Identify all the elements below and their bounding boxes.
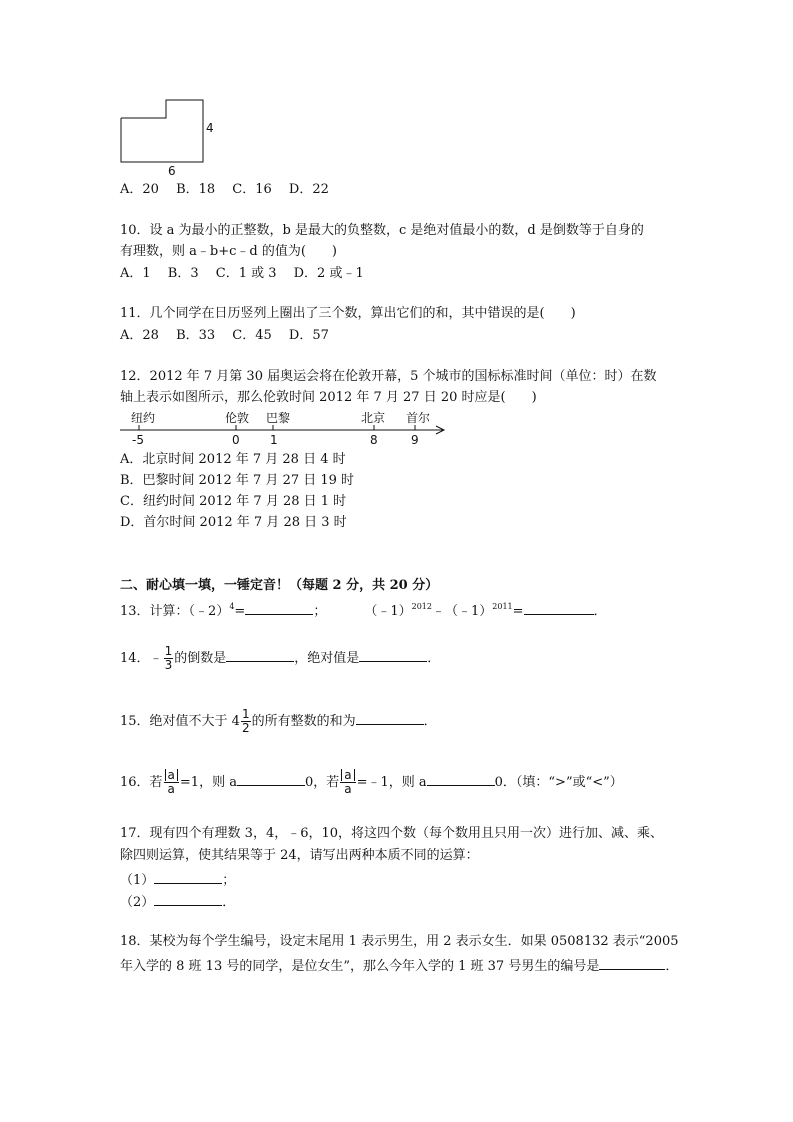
q10-options: A．1 B．3 C．1 或 3 D．2 或﹣1 <box>120 266 364 281</box>
q12-stem-line2: 轴上表示如图所示，那么伦敦时间 2012 年 7 月 27 日 20 时应是( ) <box>120 390 537 405</box>
q14-fraction <box>164 645 174 672</box>
q11-stem: 11．几个同学在日历竖列上圈出了三个数，算出它们的和，其中错误的是( ) <box>120 306 576 321</box>
city-label-seoul: 首尔 <box>406 411 431 425</box>
q13-answer-blank-1[interactable] <box>245 601 313 615</box>
q18-stem-line2 <box>120 956 678 975</box>
tick-label-newyork: -5 <box>132 433 144 447</box>
q18-stem-line1: 18．某校为每个学生编号，设定末尾用 1 表示男生，用 2 表示女生．如果 0508132 表示“2005 <box>120 934 679 949</box>
q17-item-2 <box>120 892 235 911</box>
q13-exponent-1: 4 <box>229 602 235 611</box>
tick-label-paris: 1 <box>270 433 278 447</box>
q13-separator: ； <box>313 604 327 619</box>
q17-stem-line1: 17．现有四个有理数 3，4，﹣6，10，将这四个数（每个数用且只用一次）进行加、减、乘、 <box>120 826 664 841</box>
q15-answer-blank[interactable] <box>356 711 424 725</box>
q16-answer-blank-2[interactable] <box>427 772 495 786</box>
q16-fraction-2-numerator <box>340 769 355 783</box>
q13-part2b: ﹣（﹣1） <box>431 604 493 619</box>
q16-answer-blank-1[interactable] <box>237 772 305 786</box>
q17-stem-line2: 除四则运算，使其结果等于 24，请写出两种本质不同的运算： <box>120 848 479 863</box>
q16-line <box>120 767 623 799</box>
q16-fraction-2-denominator: a <box>344 782 352 796</box>
q16-fraction-1-numerator <box>164 769 179 783</box>
tick-label-seoul: 9 <box>411 433 419 447</box>
q13-exponent-2: 2012 <box>411 602 432 611</box>
figure-label-bottom: 6 <box>168 164 176 178</box>
q18-answer-blank[interactable] <box>599 956 665 970</box>
q14-answer-blank-1[interactable] <box>226 648 294 662</box>
q13-line <box>120 599 607 620</box>
q12-option-a: A．北京时间 2012 年 7 月 28 日 4 时 <box>120 452 346 467</box>
q11-options: A．28 B．33 C．45 D．57 <box>120 328 329 343</box>
q15-line <box>120 707 437 737</box>
q12-option-c: C．纽约时间 2012 年 7 月 28 日 1 时 <box>120 494 347 509</box>
q14-text2: ，绝对值是 <box>294 651 360 666</box>
q13-exponent-3: 2011 <box>492 602 513 611</box>
q10-stem-line1: 10．设 a 为最小的正整数，b 是最大的负整数，c 是绝对值最小的数，d 是倒数等于自身的 <box>120 223 644 238</box>
q12-stem-line1: 12．2012 年 7 月第 30 届奥运会将在伦敦开幕，5 个城市的国标标准时间（单位：时）在数 <box>120 369 657 384</box>
q15-text2: 的所有整数的和为 <box>251 714 356 729</box>
q17-item-2-end: ． <box>222 895 236 910</box>
q12-option-d: D．首尔时间 2012 年 7 月 28 日 3 时 <box>120 515 347 530</box>
city-label-newyork: 纽约 <box>131 411 156 425</box>
city-label-london: 伦敦 <box>225 411 250 425</box>
q17-item-1-label: （1） <box>120 873 155 888</box>
q14-text1: 的倒数是 <box>174 651 227 666</box>
q16-end: 0．（填：“>”或“<”） <box>494 775 623 790</box>
q14-negative-sign: ﹣ <box>149 651 163 666</box>
q14-fraction-denominator: 3 <box>164 658 173 672</box>
q16-eq2: =﹣1，则 a <box>356 775 427 790</box>
tick-label-beijing: 8 <box>370 433 378 447</box>
q16-eq1: =1，则 a <box>179 775 237 790</box>
q15-text1: 15．绝对值不大于 4 <box>120 714 240 729</box>
q13-part2a: （﹣1） <box>364 604 412 619</box>
q16-number: 16．若 <box>120 775 163 790</box>
q16-fraction-1-denominator: a <box>167 782 175 796</box>
q16-abs-a-1: a <box>165 769 178 781</box>
q15-end: ． <box>423 714 437 729</box>
city-label-paris: 巴黎 <box>266 411 291 425</box>
section-2-title: 二、耐心填一填，一锤定音！（每题 2 分，共 20 分） <box>120 578 439 593</box>
q15-fraction <box>241 708 251 735</box>
tick-label-london: 0 <box>232 433 240 447</box>
q13-eq1: = <box>234 604 246 619</box>
q15-fraction-denominator: 2 <box>241 721 250 735</box>
q17-item-1 <box>120 870 235 889</box>
q16-mid: 0，若 <box>304 775 340 790</box>
q18-end: ． <box>665 959 679 974</box>
q14-answer-blank-2[interactable] <box>359 648 427 662</box>
q14-number: 14． <box>120 651 150 666</box>
q13-eq2: = <box>512 604 524 619</box>
city-label-beijing: 北京 <box>361 411 386 425</box>
q17-item-1-end: ； <box>222 873 236 888</box>
q17-answer-blank-2[interactable] <box>154 892 222 906</box>
q15-fraction-numerator: 1 <box>241 707 250 721</box>
q13-end: ． <box>593 604 607 619</box>
q16-fraction-1 <box>164 769 179 796</box>
q13-prefix: 13．计算：（﹣2） <box>120 604 230 619</box>
q16-fraction-2 <box>340 769 355 796</box>
q16-abs-a-2: a <box>341 769 354 781</box>
q17-item-2-label: （2） <box>120 895 155 910</box>
q17-answer-blank-1[interactable] <box>154 870 222 884</box>
q13-answer-blank-2[interactable] <box>524 601 594 615</box>
q10-stem-line2: 有理数，则 a﹣b+c﹣d 的值为( ) <box>120 244 337 259</box>
q12-number-line <box>118 408 450 448</box>
q14-line <box>120 644 440 674</box>
q12-option-b: B．巴黎时间 2012 年 7 月 27 日 19 时 <box>120 473 355 488</box>
figure-outline <box>121 100 203 162</box>
q14-fraction-numerator: 1 <box>164 644 173 658</box>
q9-options: A．20 B．18 C．16 D．22 <box>120 182 329 197</box>
q14-end: ． <box>427 651 441 666</box>
q9-figure <box>116 96 226 178</box>
figure-label-side: 4 <box>206 121 214 135</box>
q18-stem-line2-text: 年入学的 8 班 13 号的同学，是位女生”，那么今年入学的 1 班 37 号男生的编号是 <box>120 959 600 974</box>
